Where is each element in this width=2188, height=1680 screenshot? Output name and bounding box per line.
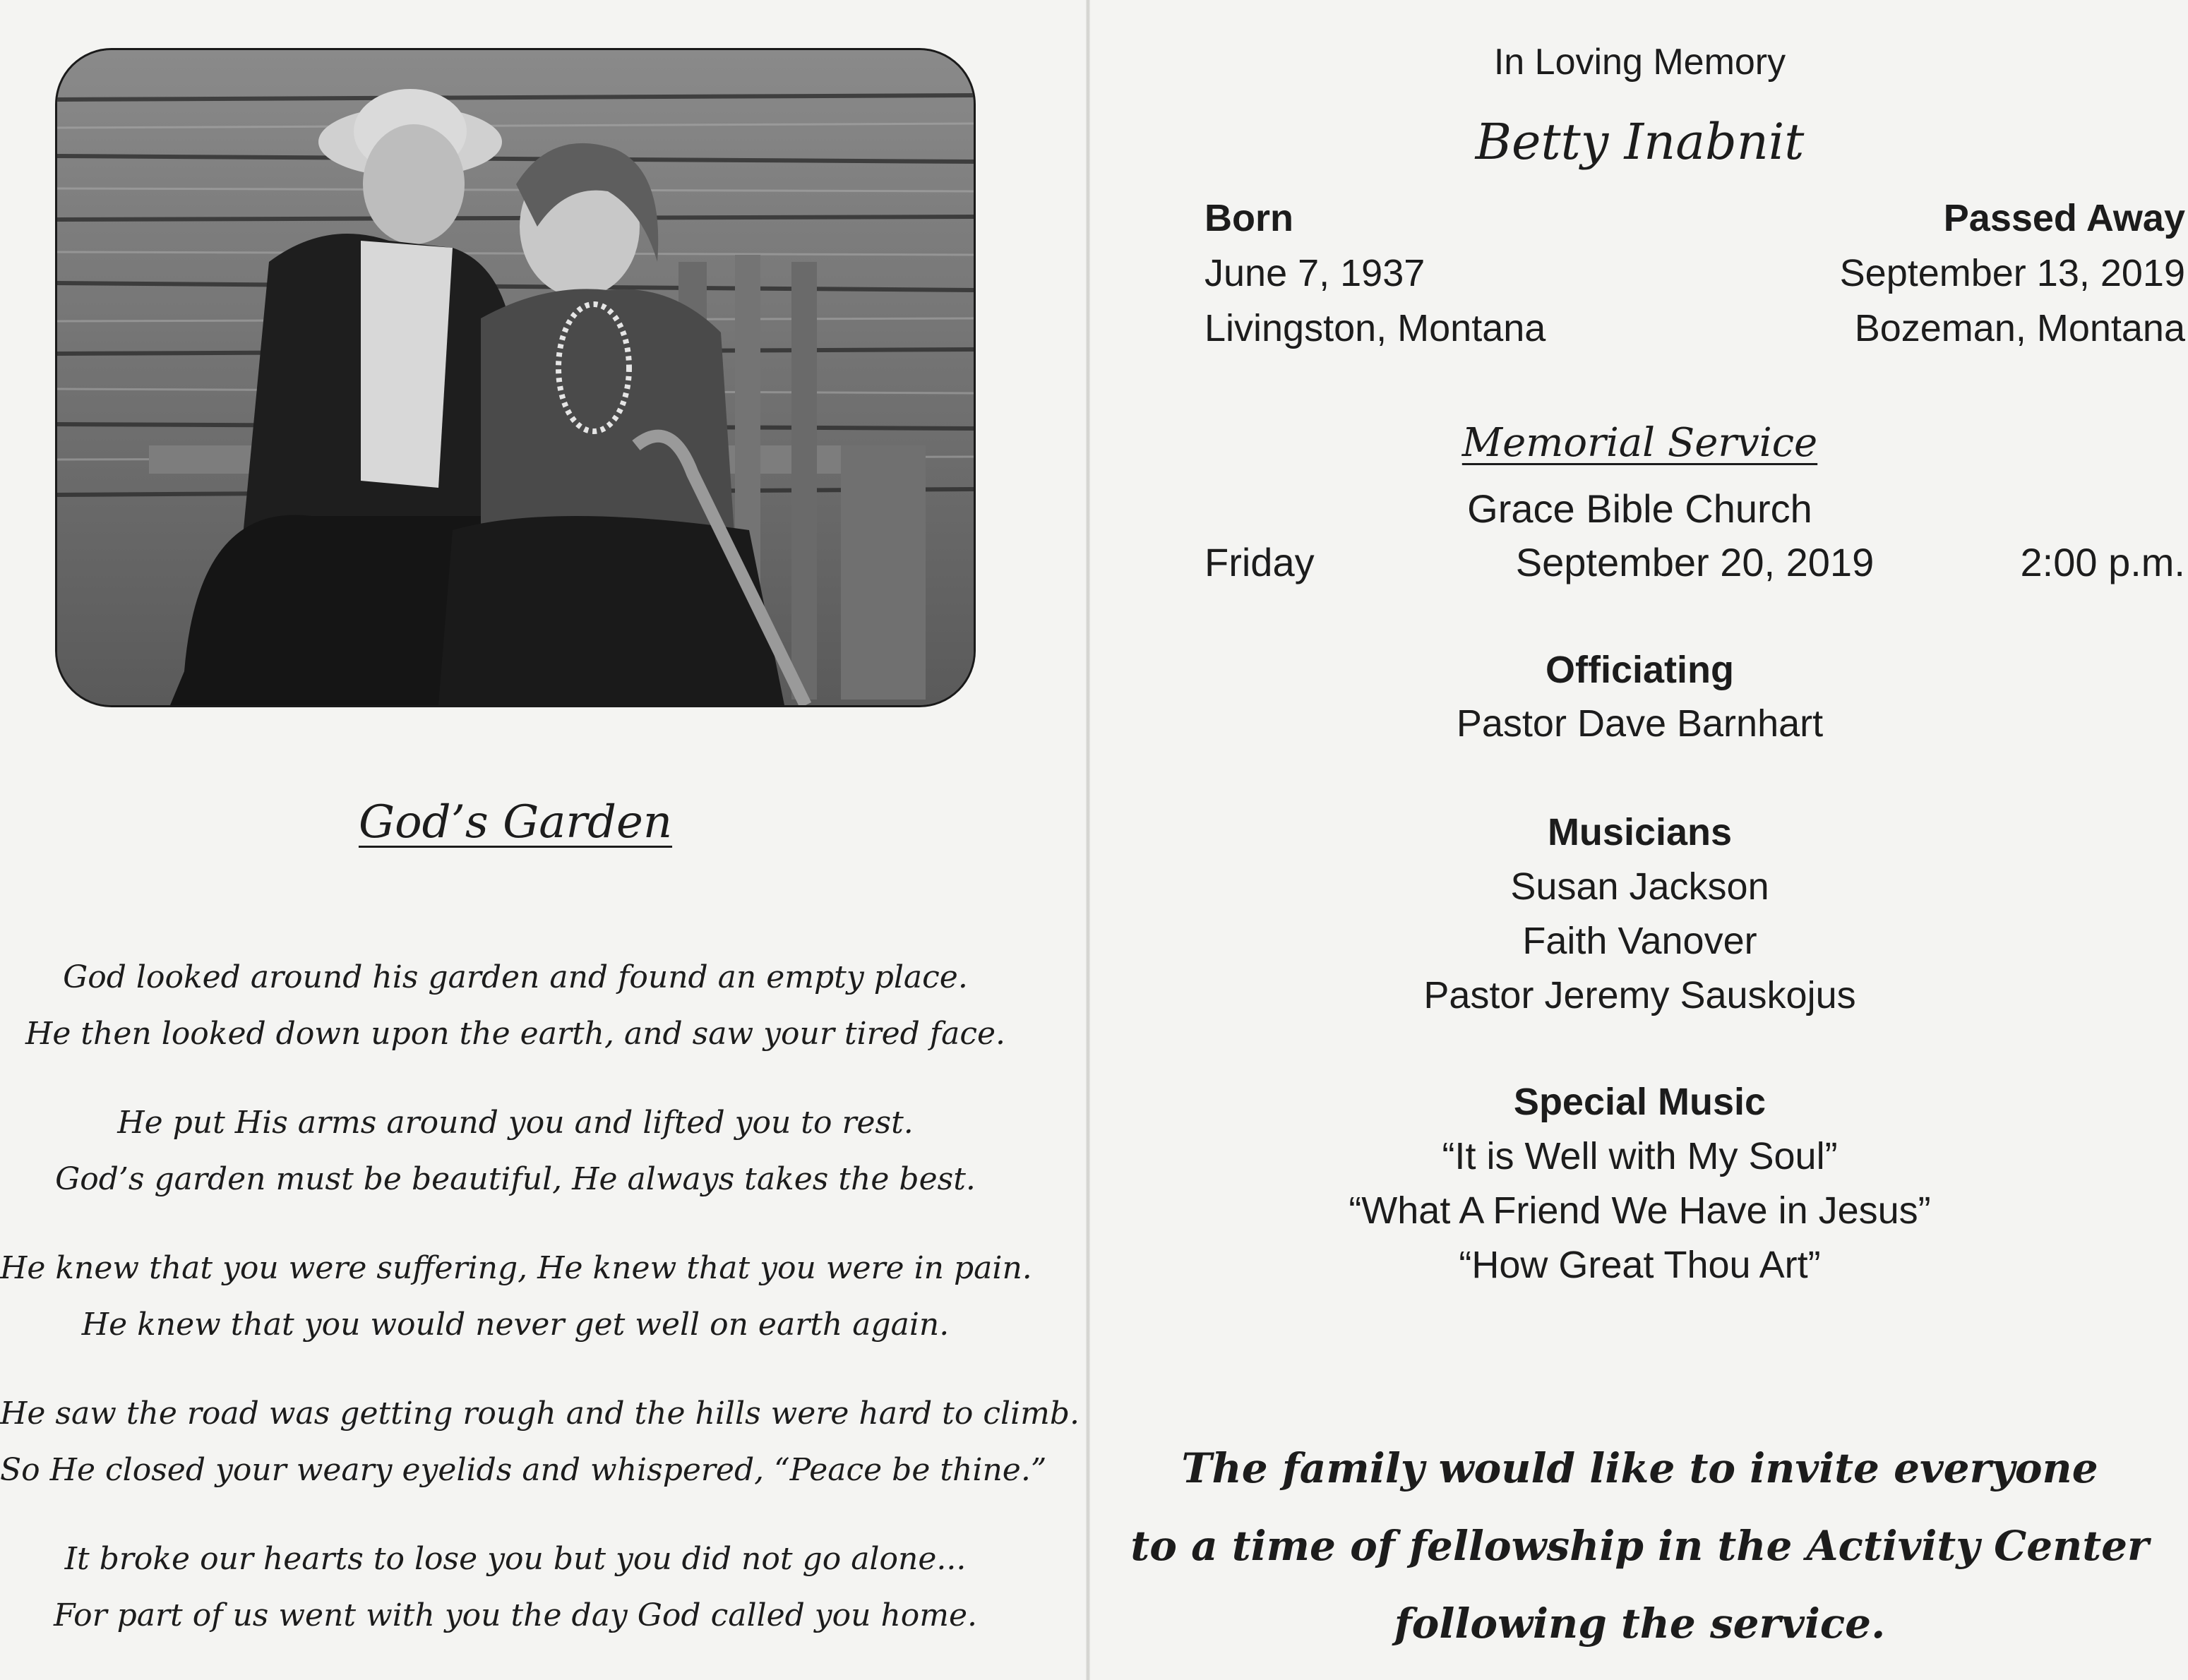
couple-photo [55,48,976,707]
song-title: “How Great Thou Art” [1459,1244,1821,1286]
poem-body [0,949,1080,1676]
born-place: Livingston, Montana [1204,307,1546,349]
left-page [0,0,1087,1680]
passed-label: Passed Away [1943,197,2185,239]
song-title: “What A Friend We Have in Jesus” [1349,1189,1931,1232]
musician-name: Pastor Jeremy Sauskojus [1423,974,1856,1016]
musicians-heading: Musicians [1547,811,1733,853]
memorial-service-heading: Memorial Service [1461,420,1818,466]
musician-name: Susan Jackson [1510,865,1769,908]
fold-divider [1086,0,1090,1680]
poem-line: God’s garden must be beautiful, He always takes the best. [55,1161,976,1197]
poem-line: So He closed your weary eyelids and whispered, “Peace be thine.” [0,1452,1047,1488]
song-title: “It is Well with My Soul” [1442,1135,1838,1177]
passed-date: September 13, 2019 [1839,252,2185,294]
closing-line: to a time of fellowship in the Activity Center [1130,1522,2149,1570]
service-time: 2:00 p.m. [2020,540,2185,584]
officiating-heading: Officiating [1546,649,1734,691]
poem-line: For part of us went with you the day God called you home. [53,1597,978,1633]
passed-block [1840,191,2185,356]
poem-stanza [0,1240,1031,1353]
right-page [1092,0,2188,1680]
service-day: Friday [1204,540,1315,584]
musician-name: Faith Vanover [1522,920,1757,962]
poem-stanza [0,1531,1031,1644]
closing-line: following the service. [1394,1600,1886,1648]
poem-line: He knew that you were suffering, He knew that you were in pain. [0,1250,1032,1286]
poem-stanza [0,1095,1031,1208]
officiating-name: Pastor Dave Barnhart [1456,702,1824,745]
service-location: Grace Bible Church [1467,486,1812,531]
born-date: June 7, 1937 [1204,252,1425,294]
fellowship-invitation [1092,1429,2188,1662]
deceased-name: Betty Inabnit [1475,113,1805,171]
poem-title: God’s Garden [358,796,673,848]
poem-stanza [0,1386,1080,1499]
born-label: Born [1204,197,1293,239]
photo-illustration [57,50,974,705]
poem-line: He put His arms around you and lifted you to rest. [117,1105,914,1141]
poem-stanza [0,949,1031,1062]
born-block [1204,191,1546,356]
poem-line: He then looked down upon the earth, and saw your tired face. [25,1016,1006,1052]
poem-line: He saw the road was getting rough and the hills were hard to climb. [0,1396,1080,1432]
service-date: September 20, 2019 [1515,540,1875,584]
closing-line: The family would like to invite everyone [1181,1444,2098,1492]
poem-line: It broke our hearts to lose you but you did not go alone... [64,1541,967,1577]
passed-place: Bozeman, Montana [1854,307,2185,349]
poem-line: God looked around his garden and found an empty place. [63,959,968,995]
poem-line: He knew that you would never get well on earth again. [81,1307,950,1343]
in-loving-memory: In Loving Memory [1493,42,1786,83]
special-music-heading: Special Music [1513,1081,1766,1123]
